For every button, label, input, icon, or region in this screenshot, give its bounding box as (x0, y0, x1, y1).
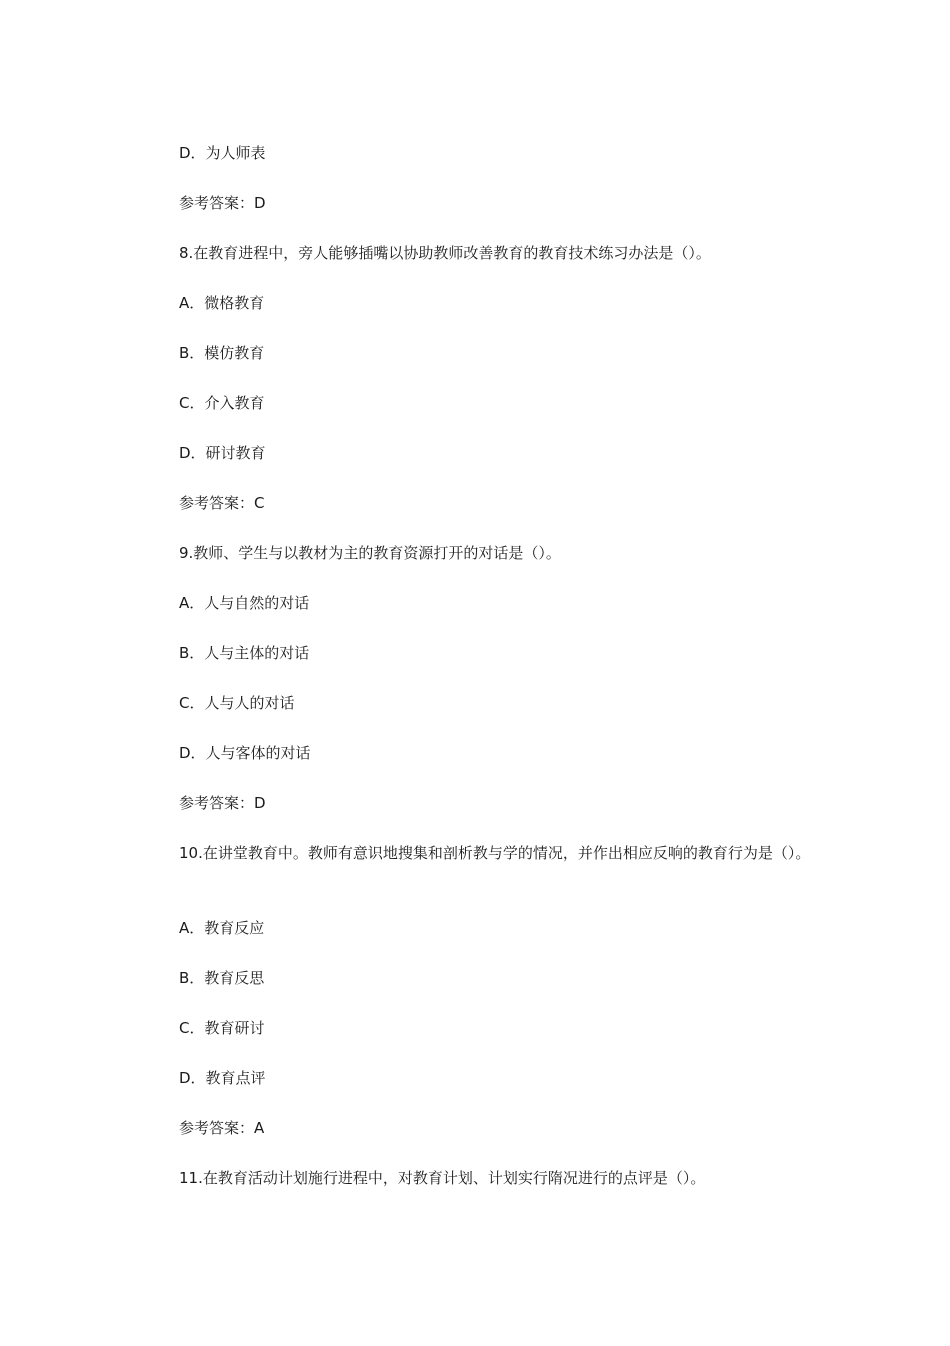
option-b: B．人与主体的对话 (179, 644, 310, 662)
answer: 参考答案：A (179, 1119, 265, 1137)
option-d: D．为人师表 (179, 144, 266, 162)
option-d: D．教育点评 (179, 1069, 266, 1087)
option-c: C．教育研讨 (179, 1019, 265, 1037)
option-a: A．微格教育 (179, 294, 265, 312)
answer: 参考答案：C (179, 494, 265, 512)
option-c: C．人与人的对话 (179, 694, 295, 712)
option-a: A．教育反应 (179, 919, 265, 937)
option-d: D．人与客体的对话 (179, 744, 311, 762)
question-11: 11.在教育活动计划施行进程中，对教育计划、计划实行隋况进行的点评是（）。 (179, 1169, 706, 1187)
question-8: 8.在教育进程中，旁人能够插嘴以协助教师改善教育的教育技术练习办法是（）。 (179, 244, 711, 262)
answer: 参考答案：D (179, 794, 266, 812)
option-a: A．人与自然的对话 (179, 594, 310, 612)
option-d: D．研讨教育 (179, 444, 266, 462)
option-b: B．模仿教育 (179, 344, 265, 362)
option-c: C．介入教育 (179, 394, 265, 412)
answer: 参考答案：D (179, 194, 266, 212)
question-9: 9.教师、学生与以教材为主的教育资源打开的对话是（）。 (179, 544, 561, 562)
option-b: B．教育反思 (179, 969, 265, 987)
question-10: 10.在讲堂教育中。教师有意识地搜集和剖析教与学的情况，并作出相应反响的教育行为是（）。 (179, 844, 811, 862)
